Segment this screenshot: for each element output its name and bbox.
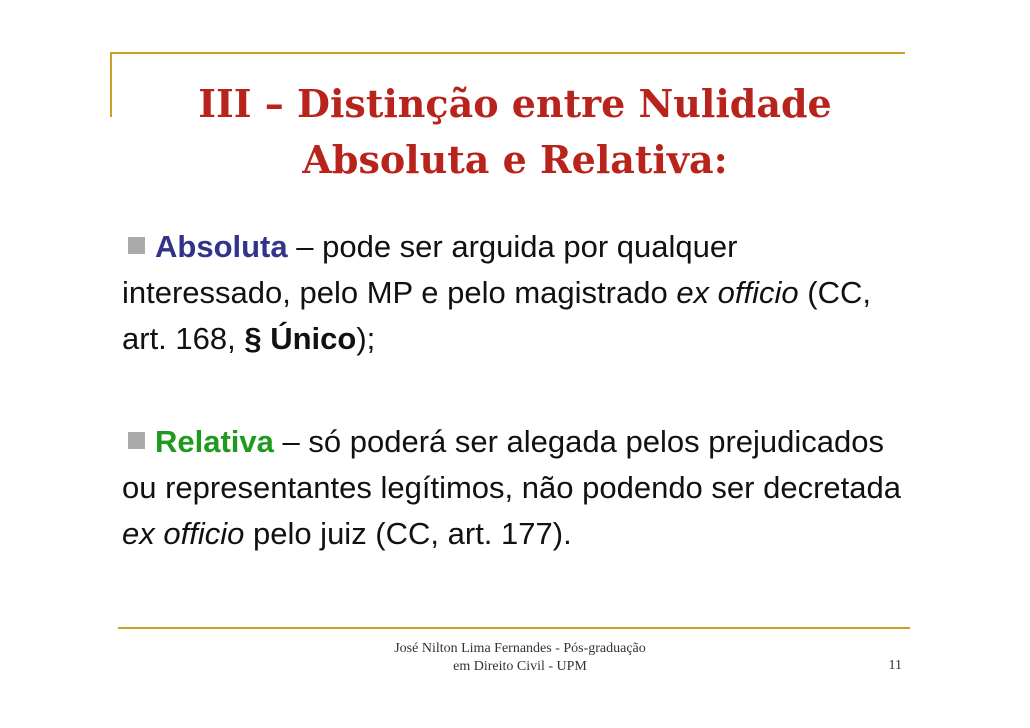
keyword-relativa: Relativa — [155, 424, 274, 459]
square-bullet-icon — [128, 432, 145, 449]
page-number: 11 — [888, 658, 902, 673]
footer-line-1: José Nilton Lima Fernandes - Pós-graduação — [394, 641, 646, 656]
bullet-item-absoluta — [122, 224, 912, 362]
bullet-item-relativa — [122, 419, 912, 557]
top-rule — [110, 52, 905, 54]
footer — [320, 640, 720, 676]
relativa-italic: ex officio — [122, 516, 245, 551]
absoluta-bold: § Único — [244, 321, 357, 356]
bottom-rule — [118, 627, 910, 629]
title-line-2: Absoluta e Relativa: — [302, 137, 728, 182]
relativa-text-a: – só poderá ser alegada pelos prejudicados ou representantes legítimos, não podendo ser decretada — [122, 424, 901, 505]
relativa-text-b: pelo juiz (CC, art. 177). — [244, 516, 572, 551]
slide-title — [150, 76, 880, 188]
absoluta-italic: ex officio — [676, 275, 799, 310]
absoluta-text-a: – pode ser arguida por qualquer interessado, pelo MP e pelo magistrado — [122, 229, 738, 310]
absoluta-text-b: (CC, art. 168, — [122, 275, 871, 356]
footer-line-2: em Direito Civil - UPM — [453, 659, 587, 674]
absoluta-text-c: ); — [356, 321, 376, 356]
square-bullet-icon — [128, 237, 145, 254]
keyword-absoluta: Absoluta — [155, 229, 288, 264]
title-line-1: III – Distinção entre Nulidade — [198, 81, 832, 126]
left-rule — [110, 52, 112, 117]
